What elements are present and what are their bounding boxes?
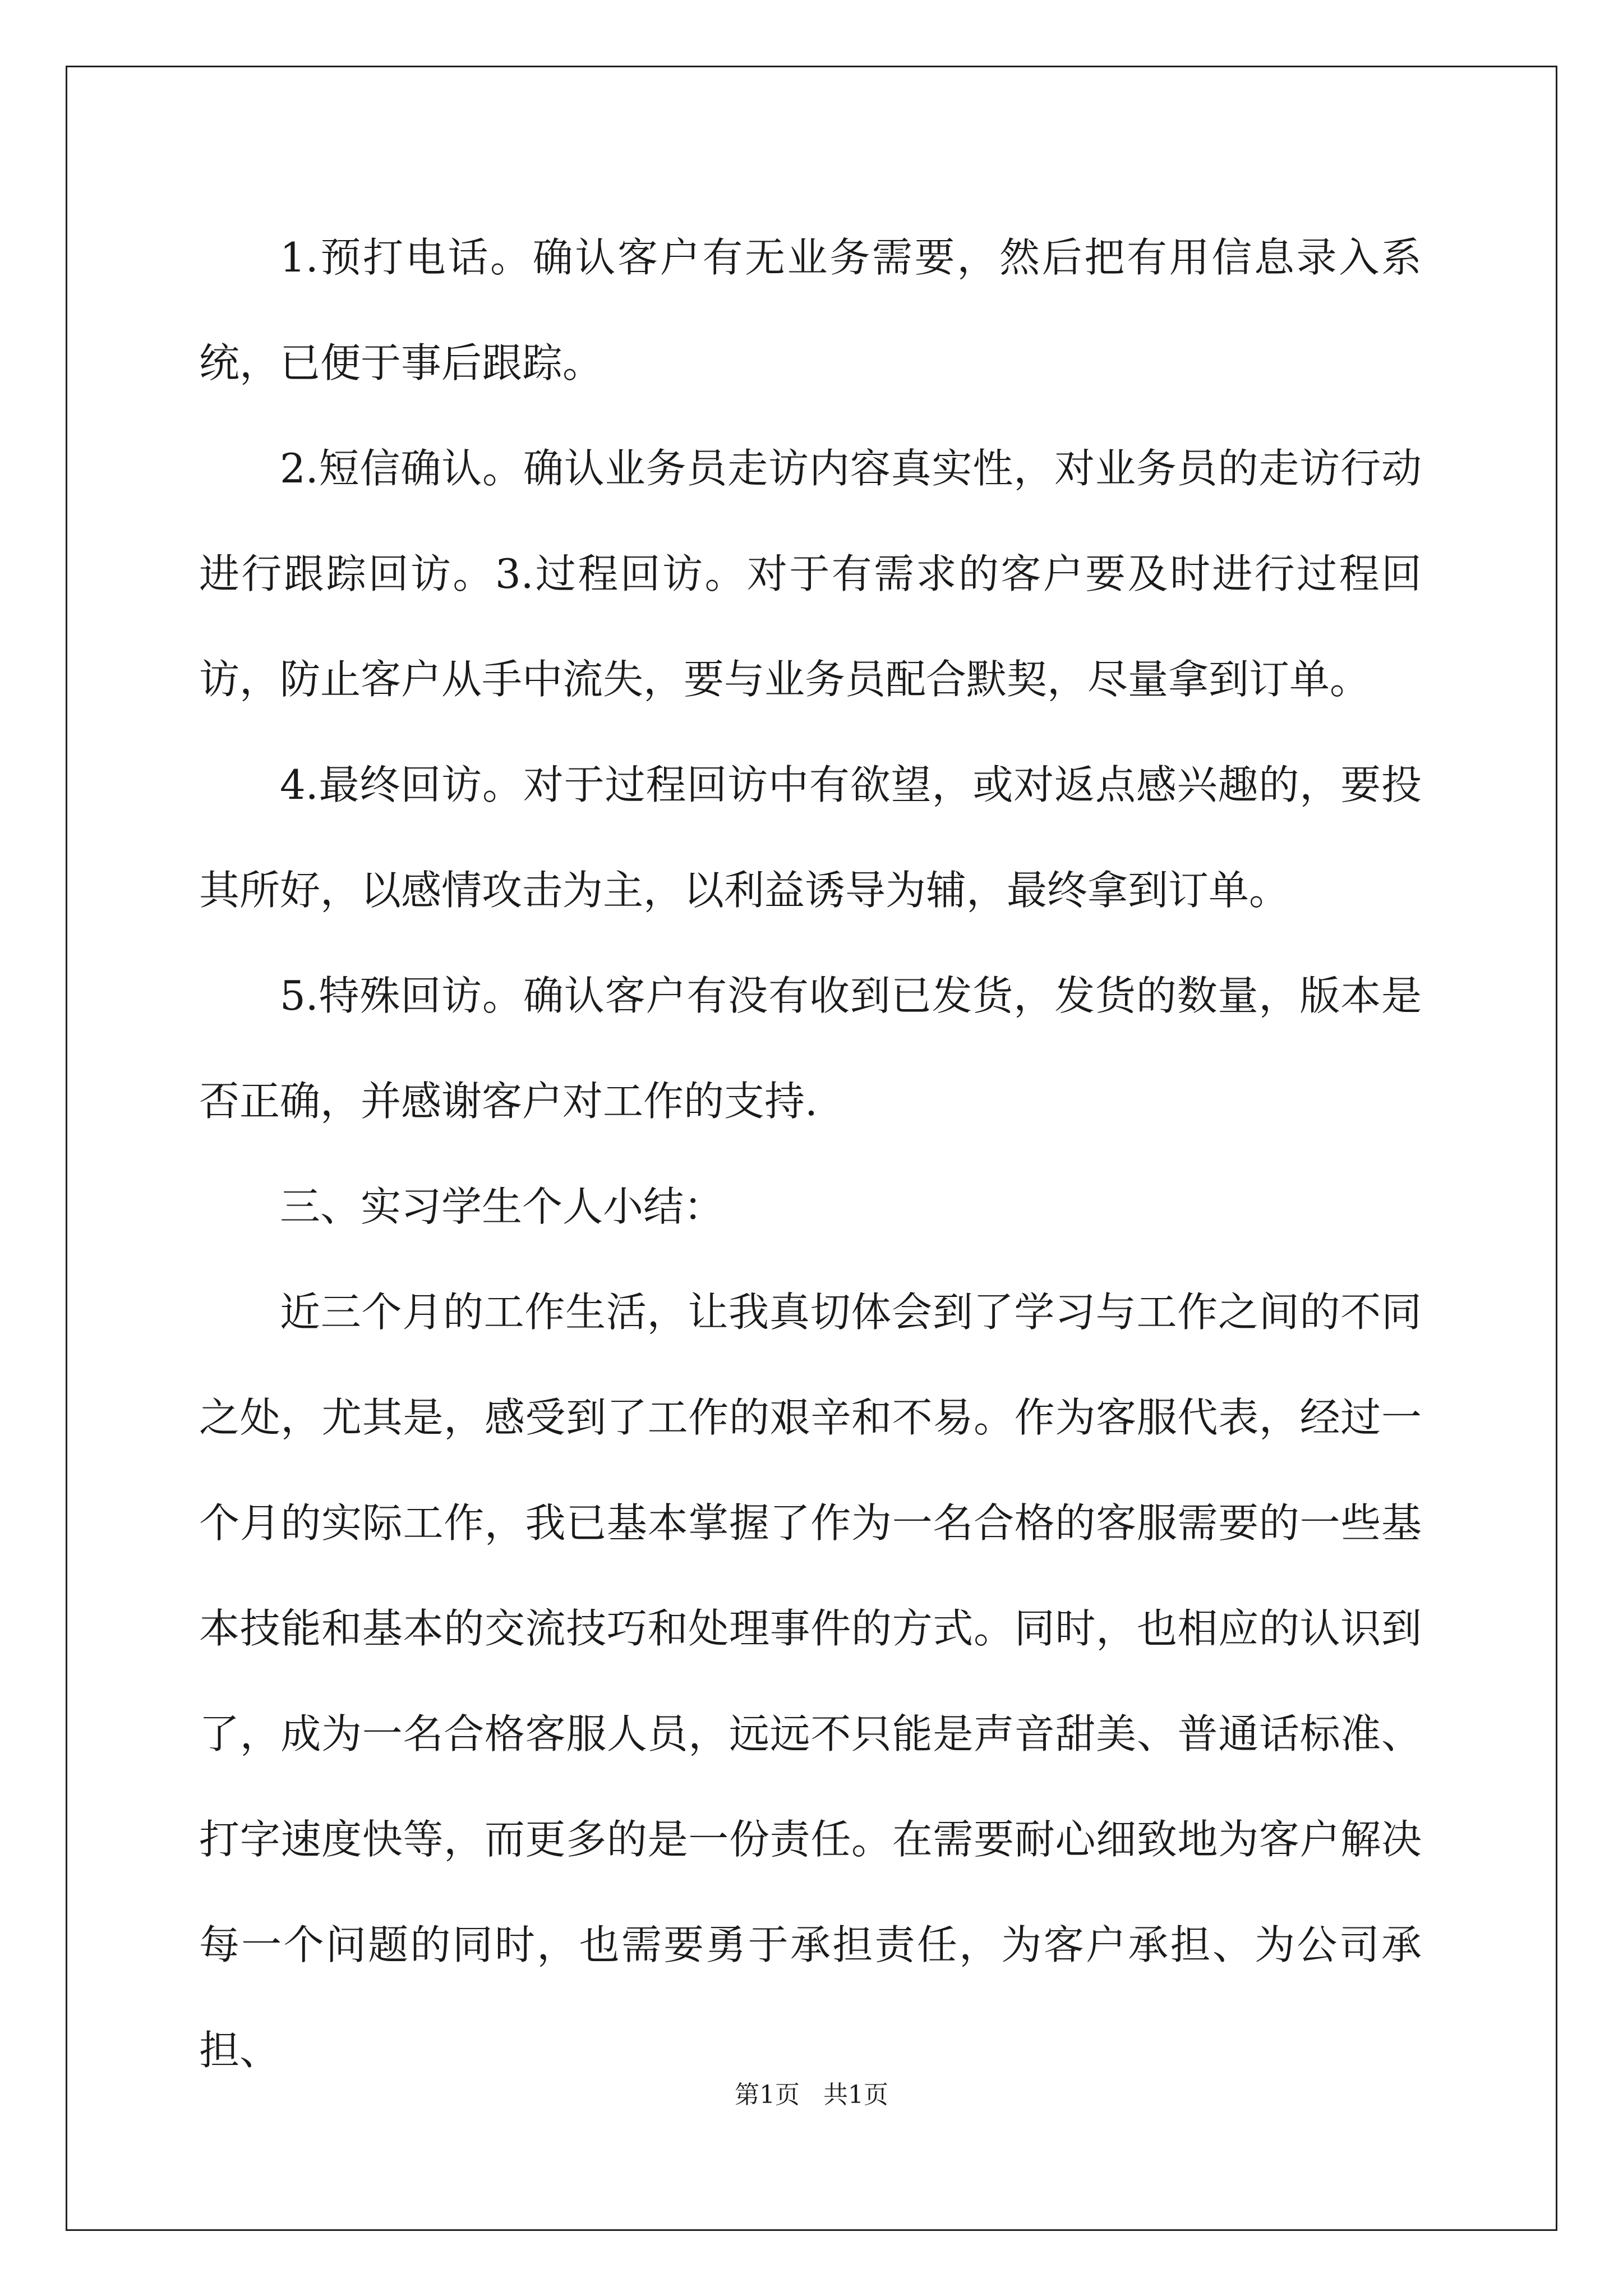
page-footer: [0, 2074, 1623, 2110]
footer-gap: [800, 2081, 823, 2109]
document-body: [199, 205, 1422, 2103]
page-number-current: 第1页: [735, 2081, 800, 2109]
section-heading: 三、实习学生个人小结：: [280, 1183, 725, 1230]
paragraph-2: 2.短信确认。确认业务员走访内容真实性，对业务员的走访行动进行跟踪回访。3.过程回访。对于有需求的客户要及时进行过程回访，防止客户从手中流失，要与业务员配合默契，尽量拿到订单。: [199, 445, 1422, 703]
paragraph-6: 近三个月的工作生活，让我真切体会到了学习与工作之间的不同之处，尤其是，感受到了工作的艰辛和不易。作为客服代表，经过一个月的实际工作，我已基本掌握了作为一名合格的客服需要的一些基本技能和基本的交流技巧和处理事件的方式。同时，也相应的认识到了，成为一名合格客服人员，远远不只能是声音甜美、普通话标准、打字速度快等，而更多的是一份责任。在需要耐心细致地为客户解决每一个问题的同时，也需要勇于承担责任，为客户承担、为公司承担、: [199, 1289, 1422, 2074]
paragraph-4: 5.特殊回访。确认客户有没有收到已发货，发货的数量，版本是否正确，并感谢客户对工作的支持.: [199, 972, 1422, 1125]
page-number-total: 共1页: [823, 2081, 888, 2109]
paragraph-3: 4.最终回访。对于过程回访中有欲望，或对返点感兴趣的，要投其所好，以感情攻击为主，以利益诱导为辅，最终拿到订单。: [199, 761, 1422, 914]
paragraph-1: 1.预打电话。确认客户有无业务需要，然后把有用信息录入系统，已便于事后跟踪。: [199, 234, 1422, 386]
